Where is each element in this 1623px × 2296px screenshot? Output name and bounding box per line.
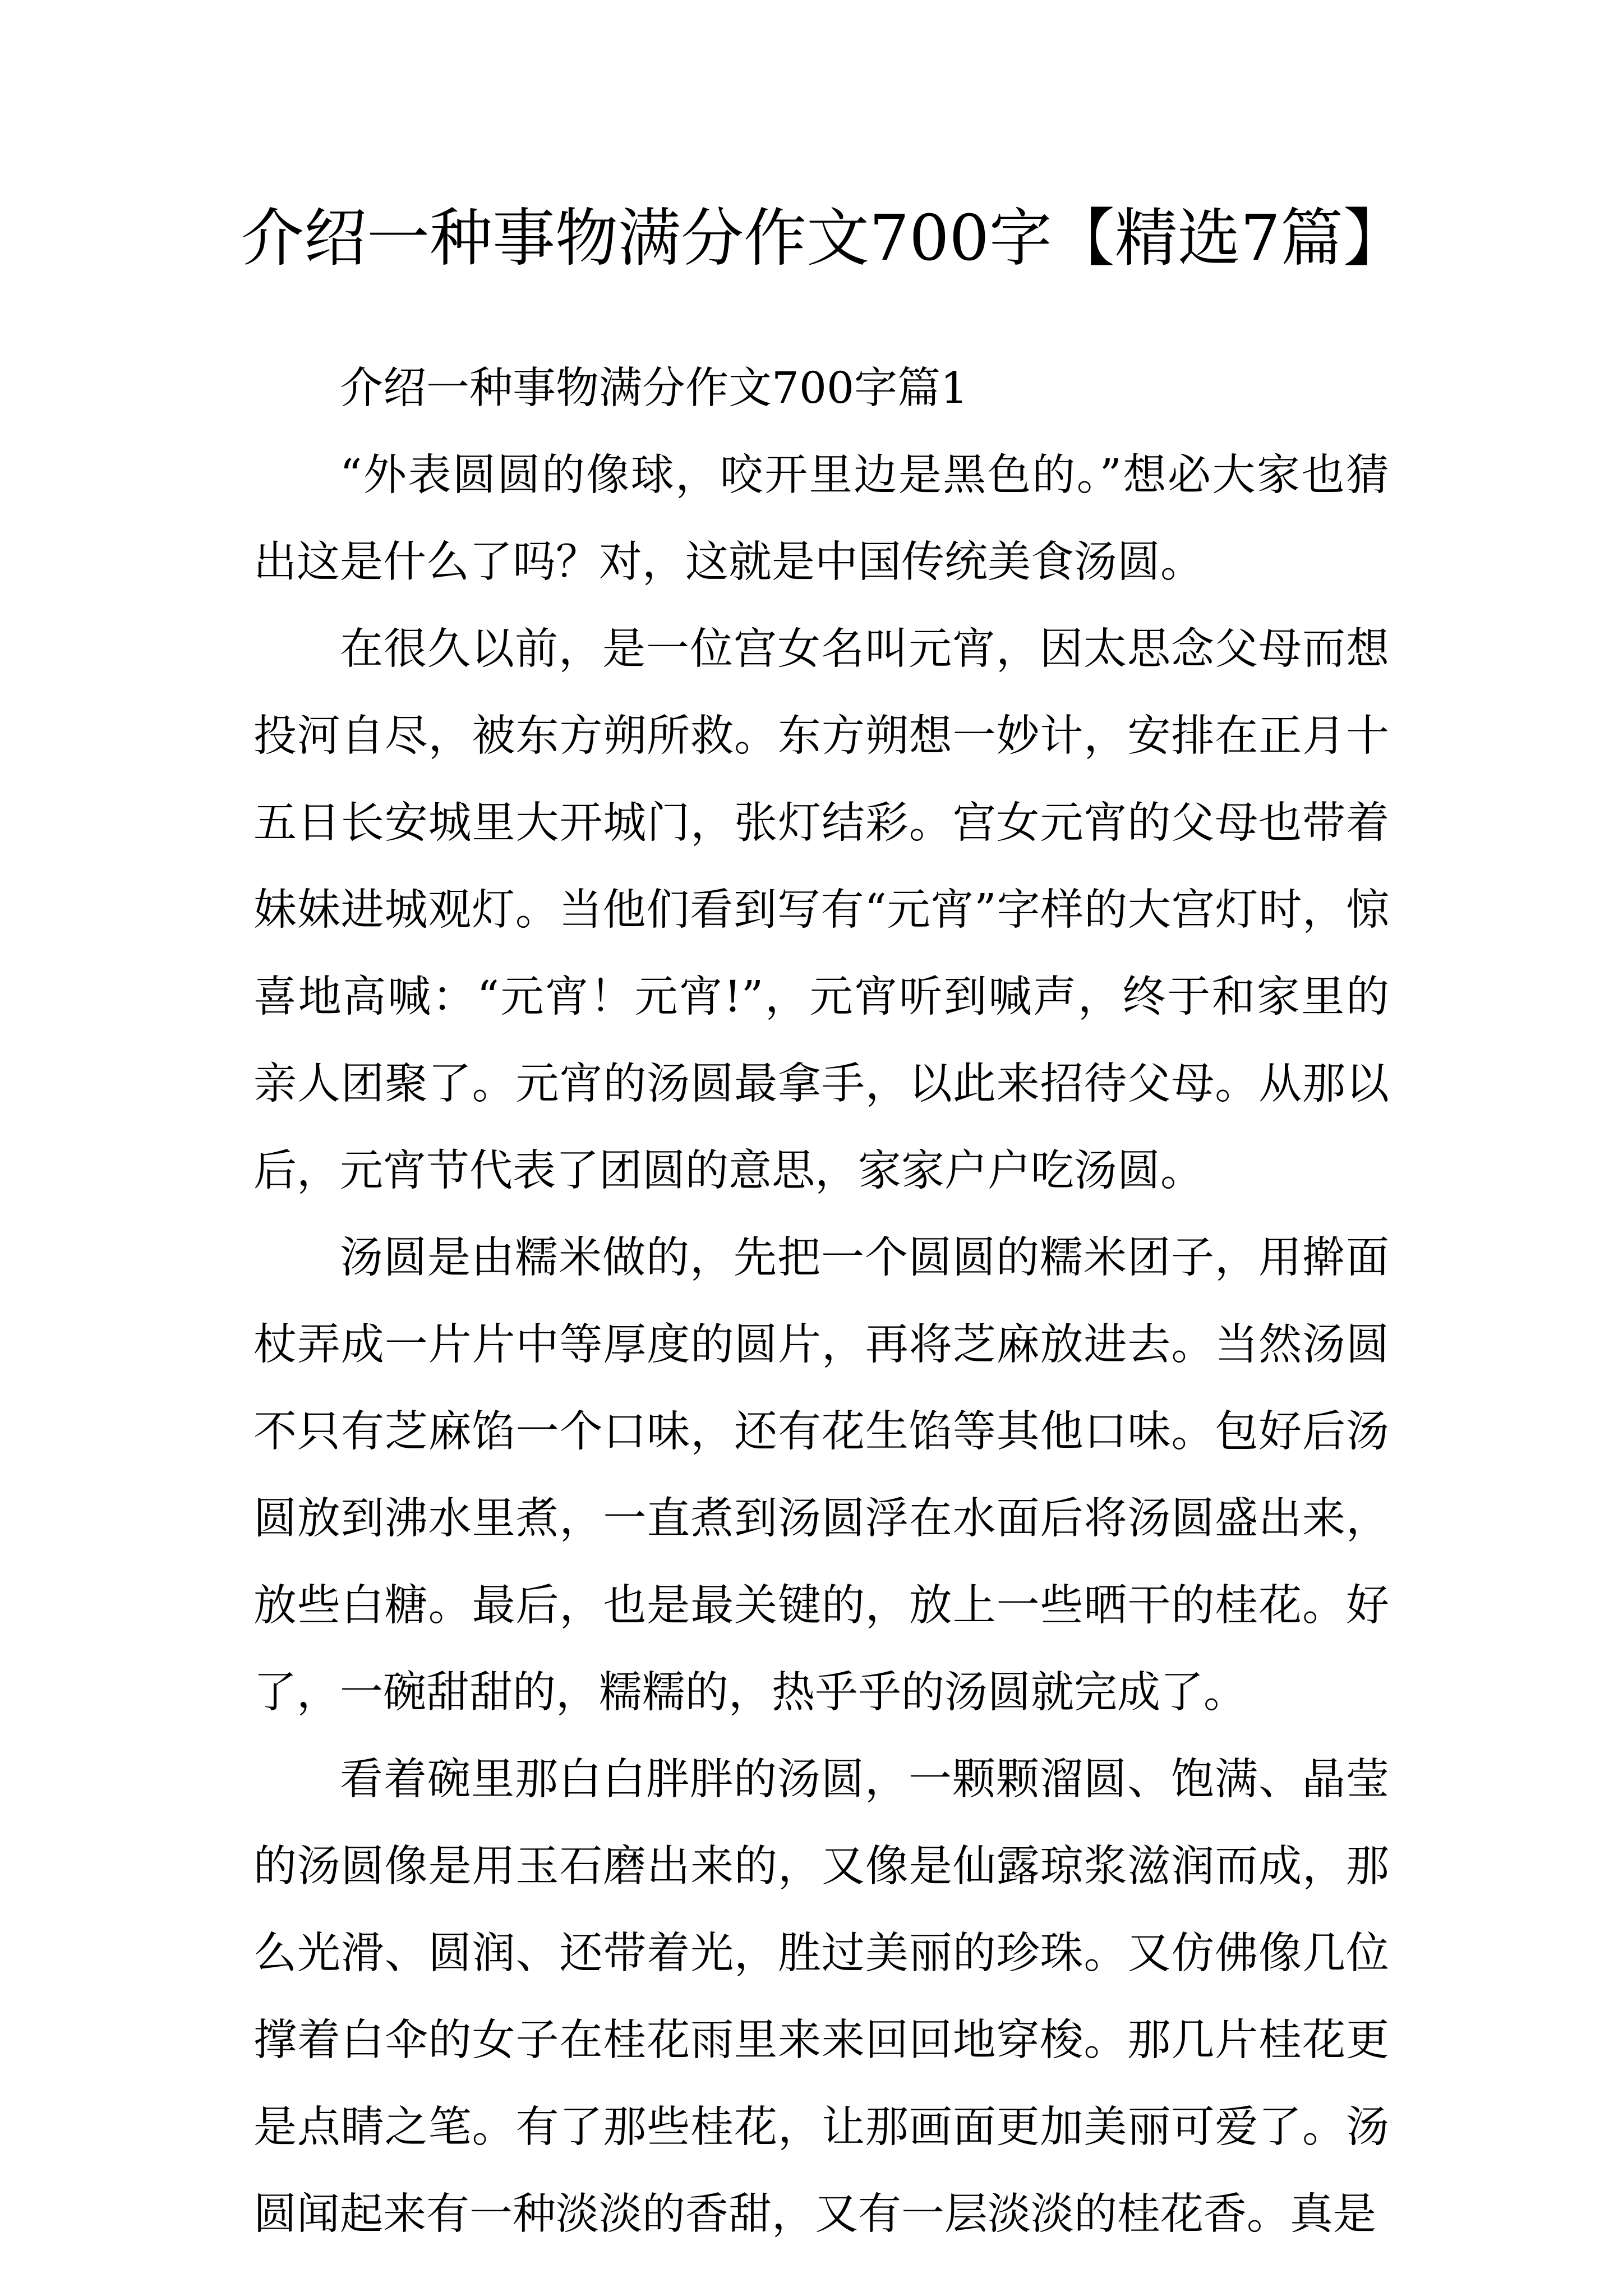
paragraph-3: 汤圆是由糯米做的，先把一个圆圆的糯米团子，用擀面杖弄成一片片中等厚度的圆片，再将芝麻放进去。当然汤圆不只有芝麻馅一个口味，还有花生馅等其他口味。包好后汤圆放到沸水里煮，一直煮到汤圆浮在水面后将汤圆盛出来，放些白糖。最后，也是最关键的，放上一些晒干的桂花。好了，一碗甜甜的，糯糯的，热乎乎的汤圆就完成了。 (253, 1233, 1389, 1718)
document-title: 介绍一种事物满分作文700字【精选7篇】 (241, 202, 1407, 275)
document-body (253, 345, 1389, 2258)
paragraph-2: 在很久以前，是一位宫女名叫元宵，因太思念父母而想投河自尽，被东方朔所救。东方朔想一妙计，安排在正月十五日长安城里大开城门，张灯结彩。宫女元宵的父母也带着妹妹进城观灯。当他们看到写有“元宵”字样的大宫灯时，惊喜地高喊：“元宵！元宵!”，元宵听到喊声，终于和家里的亲人团聚了。元宵的汤圆最拿手，以此来招待父母。从那以后，元宵节代表了团圆的意思，家家户户吃汤圆。 (253, 624, 1389, 1196)
section-heading: 介绍一种事物满分作文700字篇1 (340, 364, 968, 413)
paragraph-4: 看着碗里那白白胖胖的汤圆，一颗颗溜圆、饱满、晶莹的汤圆像是用玉石磨出来的，又像是仙露琼浆滋润而成，那么光滑、圆润、还带着光，胜过美丽的珍珠。又仿佛像几位撑着白伞的女子在桂花雨里来来回回地穿梭。那几片桂花更是点睛之笔。有了那些桂花，让那画面更加美丽可爱了。汤圆闻起来有一种淡淡的香甜，又有一层淡淡的桂花香。真是 (253, 1755, 1389, 2239)
paragraph-1: “外表圆圆的像球，咬开里边是黑色的。”想必大家也猜出这是什么了吗？对，这就是中国传统美食汤圆。 (253, 450, 1389, 587)
